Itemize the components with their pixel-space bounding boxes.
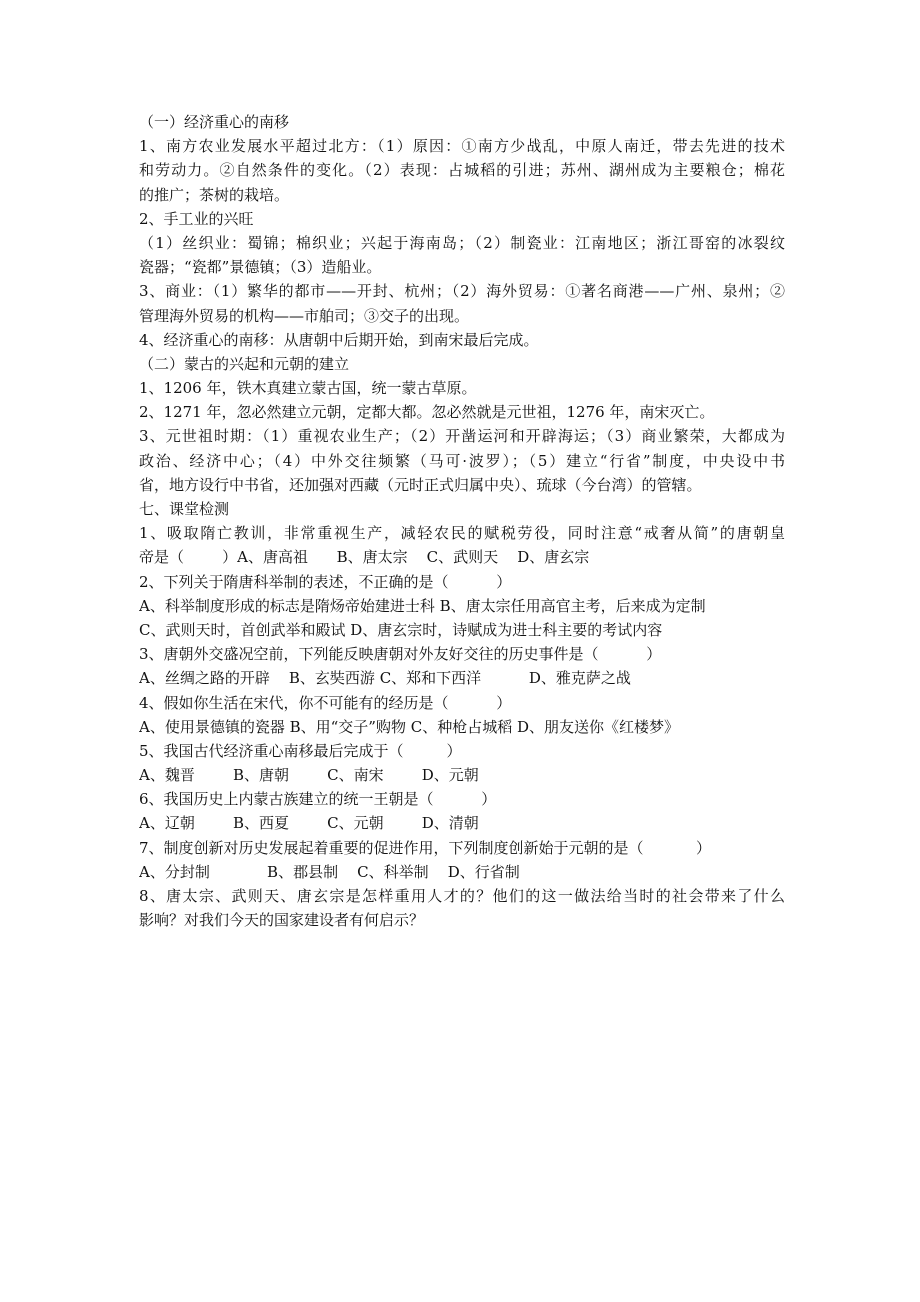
text-line: 2、手工业的兴旺 [139,209,254,228]
text-line: 8、唐太宗、武则天、唐玄宗是怎样重用人才的？他们的这一做法给当时的社会带来了什么 [139,887,785,905]
text-line: 3、唐朝外交盛况空前，下列能反映唐朝对外友好交往的历史事件是（ ） [139,645,662,664]
text-line: 瓷器；“瓷都”景德镇；（3）造船业。 [139,258,382,277]
text-line: 1、吸取隋亡教训，非常重视生产，减轻农民的赋税劳役，同时注意“戒奢从简”的唐朝皇 [139,524,785,543]
text-line: 6、我国历史上内蒙古族建立的统一王朝是（ ） [139,790,497,809]
text-line: 1、1206 年，铁木真建立蒙古国，统一蒙古草原。 [139,379,477,398]
text-line: 帝是（ ）A、唐高祖 B、唐太宗 C、武则天 D、唐玄宗 [139,548,590,567]
text-line: C、武则天时，首创武举和殿试 D、唐玄宗时，诗赋成为进士科主要的考试内容 [139,620,663,639]
text-line: 3、商业：（1）繁华的都市——开封、杭州；（2）海外贸易：①著名商港——广州、泉州；② [139,282,785,301]
document-page [139,110,785,932]
text-line: A、辽朝 B、西夏 C、元朝 D、清朝 [139,814,479,833]
text-line: 七、课堂检测 [139,500,230,518]
text-line: 3、元世祖时期：（1）重视农业生产；（2）开凿运河和开辟海运；（3）商业繁荣，大都成为 [139,427,785,446]
text-line: （一）经济重心的南移 [139,113,290,131]
text-line: A、科举制度形成的标志是隋炀帝始建进士科 B、唐太宗任用高官主考，后来成为定制 [139,596,706,615]
text-line: 省，地方设行中书省，还加强对西藏（元时正式归属中央）、琉球（今台湾）的管辖。 [139,475,702,494]
text-line: 4、假如你生活在宋代，你不可能有的经历是（ ） [139,693,512,712]
text-line: A、丝绸之路的开辟 B、玄奘西游 C、郑和下西洋 D、雅克萨之战 [139,669,631,688]
text-line: 4、经济重心的南移：从唐朝中后期开始，到南宋最后完成。 [139,330,539,349]
text-line: 5、我国古代经济重心南移最后完成于（ ） [139,741,462,760]
text-line: （二）蒙古的兴起和元朝的建立 [139,354,350,373]
text-line: 7、制度创新对历史发展起着重要的促进作用，下列制度创新始于元朝的是（ ） [139,838,711,857]
text-line: 2、下列关于隋唐科举制的表述，不正确的是（ ） [139,572,512,591]
text-line: 的推广；茶树的栽培。 [139,185,290,204]
text-line: A、分封制 B、郡县制 C、科举制 D、行省制 [139,862,520,881]
text-line: A、魏晋 B、唐朝 C、南宋 D、元朝 [139,766,479,785]
text-line: 2、1271 年，忽必然建立元朝，定都大都。忽必然就是元世祖，1276 年，南宋灭亡。 [139,403,715,422]
text-line: 1、南方农业发展水平超过北方：（1）原因：①南方少战乱，中原人南迁，带去先进的技术 [139,137,785,156]
text-line: 影响？对我们今天的国家建设者有何启示？ [139,911,425,930]
text-line: 政治、经济中心；（4）中外交往频繁（马可·波罗）；（5）建立“行省”制度，中央设中书 [139,451,785,470]
text-line: 管理海外贸易的机构——市舶司；③交子的出现。 [139,306,470,325]
text-line: A、使用景德镇的瓷器 B、用“交子”购物 C、种枪占城稻 D、朋友送你《红楼梦》 [139,717,680,736]
text-line: （1）丝织业：蜀锦；棉织业；兴起于海南岛；（2）制瓷业：江南地区；浙江哥窑的冰裂纹 [139,233,785,252]
text-line: 和劳动力。②自然条件的变化。（2）表现：占城稻的引进；苏州、湖州成为主要粮仓；棉花 [139,161,785,180]
